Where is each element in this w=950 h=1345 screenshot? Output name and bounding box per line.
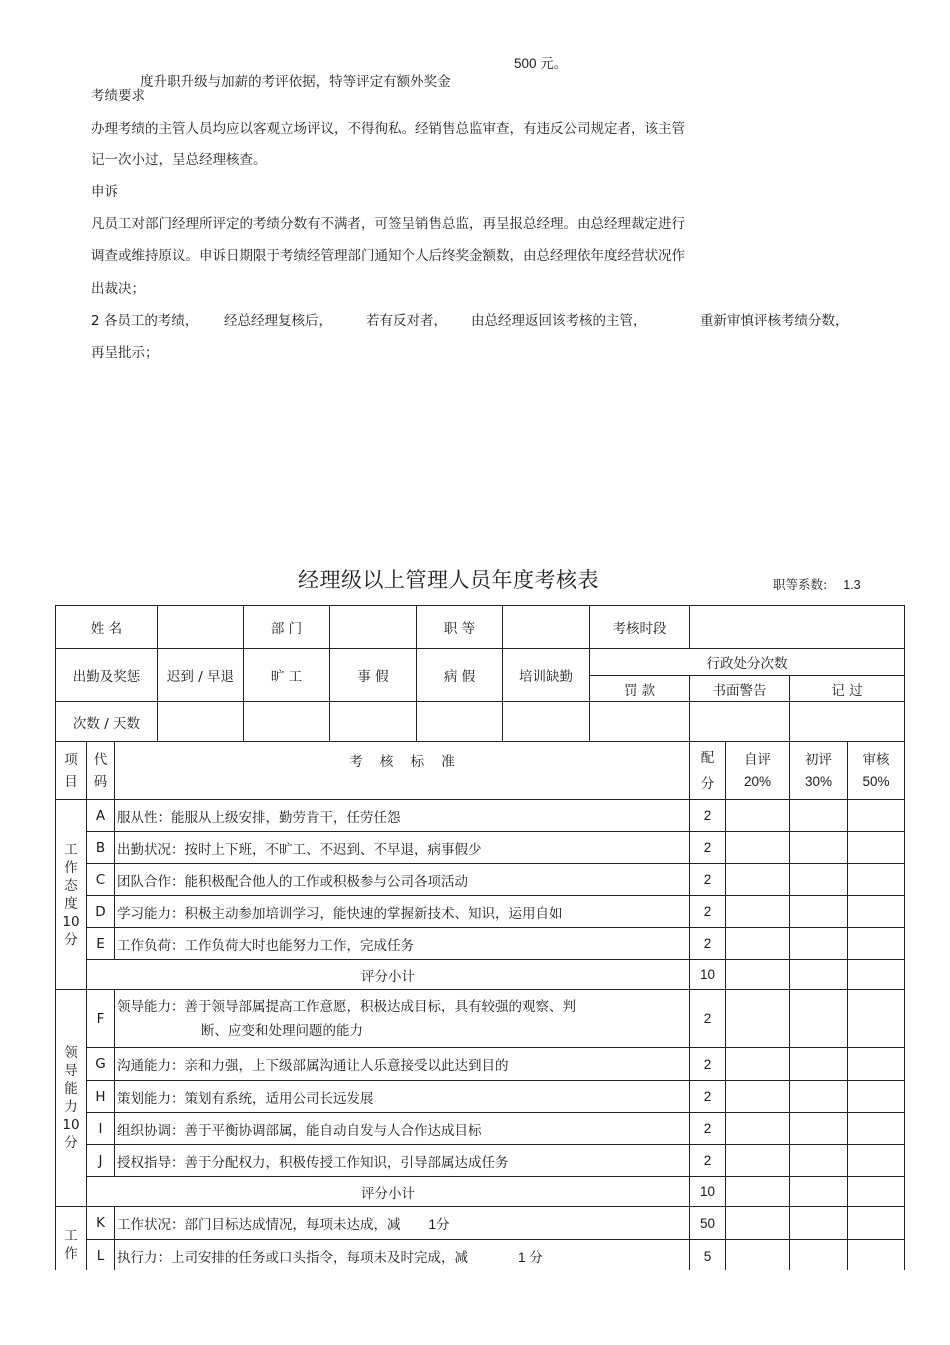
bonus-amount: 500 元。 xyxy=(514,56,568,71)
para-fragment: 若有反对者， xyxy=(366,313,447,329)
count-row xyxy=(56,702,905,742)
coef-value: 1.3 xyxy=(843,578,861,592)
input-demerit[interactable] xyxy=(790,702,905,742)
input-grade[interactable] xyxy=(503,606,590,649)
row-score: 2 xyxy=(690,800,726,832)
label-training-absence: 培训缺勤 xyxy=(503,649,590,702)
row-criteria xyxy=(115,1240,690,1271)
para-line: 凡员工对部门经理所评定的考绩分数有不满者，可签呈销售总监，再呈报总经理。由总经理裁定进行 xyxy=(91,216,685,232)
review-score-input[interactable] xyxy=(848,864,905,896)
label-demerit: 记 过 xyxy=(790,676,905,702)
self-score-input[interactable] xyxy=(726,1207,790,1240)
self-score-input[interactable] xyxy=(726,1081,790,1113)
label-personal-leave: 事 假 xyxy=(330,649,417,702)
header-review xyxy=(848,742,905,800)
label-late: 迟到 / 早退 xyxy=(158,649,244,702)
subtotal-score: 10 xyxy=(690,1177,726,1207)
first-score-input[interactable] xyxy=(790,896,848,928)
subtotal-label: 评分小计 xyxy=(87,960,690,990)
review-score-input[interactable] xyxy=(848,1048,905,1081)
label-grade: 职 等 xyxy=(417,606,503,649)
row-score: 2 xyxy=(690,864,726,896)
row-score: 2 xyxy=(690,990,726,1048)
review-score-input[interactable] xyxy=(848,928,905,960)
row-code: K xyxy=(87,1207,115,1240)
row-score: 2 xyxy=(690,832,726,864)
first-score-input[interactable] xyxy=(790,1145,848,1177)
row-criteria: 出勤状况：按时上下班，不旷工、不迟到、不早退，病事假少 xyxy=(115,832,690,864)
label-period: 考核时段 xyxy=(590,606,690,649)
para-text: 度升职升级与加薪的考评依据，特等评定有额外奖金 xyxy=(140,74,451,90)
review-score-input[interactable] xyxy=(848,990,905,1048)
input-personal[interactable] xyxy=(330,702,417,742)
para-line: 记一次小过，呈总经理核查。 xyxy=(91,152,267,168)
para-line: 办理考绩的主管人员均应以客观立场评议，不得徇私。经销售总监审查，有违反公司规定者，该主管 xyxy=(91,121,685,137)
self-subtotal-input[interactable] xyxy=(726,960,790,990)
self-score-input[interactable] xyxy=(726,1113,790,1145)
heading-requirements: 考绩要求 xyxy=(91,88,145,104)
header-first-pct: 30% xyxy=(804,773,833,789)
self-score-input[interactable] xyxy=(726,1145,790,1177)
row-criteria-line1: 领导能力：善于领导部属提高工作意愿，积极达成目标，具有较强的观察、判 xyxy=(117,998,576,1015)
row-criteria-deduction: 1 分 xyxy=(518,1250,543,1265)
label-dept: 部 门 xyxy=(244,606,330,649)
self-score-input[interactable] xyxy=(726,896,790,928)
input-warning[interactable] xyxy=(690,702,790,742)
row-score: 5 xyxy=(690,1240,726,1271)
row-code: C xyxy=(87,864,115,896)
row-criteria: 学习能力：积极主动参加培训学习，能快速的掌握新技术、知识，运用自如 xyxy=(115,896,690,928)
row-code: J xyxy=(87,1145,115,1177)
row-code: E xyxy=(87,928,115,960)
row-code: F xyxy=(87,990,115,1048)
criteria-row xyxy=(56,990,905,1048)
review-score-input[interactable] xyxy=(848,1081,905,1113)
criteria-header-row xyxy=(56,742,905,800)
review-score-input[interactable] xyxy=(848,1145,905,1177)
section-label: 工 作 xyxy=(56,1207,87,1271)
review-score-input[interactable] xyxy=(848,1207,905,1240)
self-score-input[interactable] xyxy=(726,864,790,896)
header-standard xyxy=(115,742,690,800)
first-score-input[interactable] xyxy=(790,1081,848,1113)
row-score: 2 xyxy=(690,896,726,928)
row-code: A xyxy=(87,800,115,832)
row-criteria xyxy=(115,1207,690,1240)
attendance-header-row xyxy=(56,649,905,676)
header-self-pct: 20% xyxy=(743,773,772,789)
row-code: D xyxy=(87,896,115,928)
row-score: 2 xyxy=(690,1113,726,1145)
self-subtotal-input[interactable] xyxy=(726,1177,790,1207)
self-score-input[interactable] xyxy=(726,928,790,960)
row-criteria-text: 执行力：上司安排的任务或口头指令，每项未及时完成，减 xyxy=(117,1250,468,1266)
first-score-input[interactable] xyxy=(790,800,848,832)
evaluation-table xyxy=(55,605,905,1270)
self-score-input[interactable] xyxy=(726,1240,790,1271)
header-first xyxy=(790,742,848,800)
coef-label: 职等系数: xyxy=(773,577,828,592)
criteria-row xyxy=(56,1145,905,1177)
heading-appeal: 申诉 xyxy=(91,184,118,200)
row-score: 2 xyxy=(690,1145,726,1177)
header-item: 项 目 xyxy=(56,742,87,800)
row-criteria: 策划能力：策划有系统，适用公司长远发展 xyxy=(115,1081,690,1113)
review-score-input[interactable] xyxy=(848,832,905,864)
header-review-label: 审核 xyxy=(862,751,890,768)
row-criteria xyxy=(115,990,690,1048)
subtotal-row xyxy=(56,1177,905,1207)
first-score-input[interactable] xyxy=(790,1048,848,1081)
header-first-label: 初评 xyxy=(805,751,832,768)
input-fine[interactable] xyxy=(590,702,690,742)
label-sick-leave: 病 假 xyxy=(417,649,503,702)
para-line-1 xyxy=(123,55,451,109)
row-code: B xyxy=(87,832,115,864)
section-label: 工 作 态 度 10 分 xyxy=(56,800,87,990)
header-review-pct: 50% xyxy=(862,773,890,789)
label-name: 姓 名 xyxy=(56,606,158,649)
review-score-input[interactable] xyxy=(848,800,905,832)
header-self xyxy=(726,742,790,800)
criteria-row xyxy=(56,800,905,832)
review-score-input[interactable] xyxy=(848,1240,905,1271)
first-score-input[interactable] xyxy=(790,832,848,864)
criteria-row xyxy=(56,832,905,864)
para-line: 调查或维持原议。申诉日期限于考绩经管理部门通知个人后终奖金额数，由总经理依年度经营状况作 xyxy=(91,248,685,264)
para-fragment: 重新审慎评核考绩分数， xyxy=(700,313,849,329)
criteria-row xyxy=(56,1240,905,1271)
input-period[interactable] xyxy=(690,606,905,649)
first-score-input[interactable] xyxy=(790,1240,848,1271)
criteria-row xyxy=(56,1048,905,1081)
row-code: L xyxy=(87,1240,115,1271)
label-admin-penalty: 行政处分次数 xyxy=(590,649,905,676)
first-score-input[interactable] xyxy=(790,1113,848,1145)
header-self-label: 自评 xyxy=(744,751,771,768)
label-absent: 旷 工 xyxy=(244,649,330,702)
row-criteria: 沟通能力：亲和力强，上下级部属沟通让人乐意接受以此达到目的 xyxy=(115,1048,690,1081)
criteria-row xyxy=(56,896,905,928)
row-score: 2 xyxy=(690,1048,726,1081)
para-line: 再呈批示； xyxy=(91,345,159,361)
subtotal-label: 评分小计 xyxy=(87,1177,690,1207)
header-score: 配 分 xyxy=(690,742,726,800)
row-code: I xyxy=(87,1113,115,1145)
criteria-row xyxy=(56,1207,905,1240)
row-score: 50 xyxy=(690,1207,726,1240)
grade-coefficient xyxy=(773,575,861,593)
row-score: 2 xyxy=(690,1081,726,1113)
first-subtotal-input[interactable] xyxy=(790,960,848,990)
self-score-input[interactable] xyxy=(726,1048,790,1081)
label-count-days: 次数 / 天数 xyxy=(56,702,158,742)
criteria-row xyxy=(56,928,905,960)
review-subtotal-input[interactable] xyxy=(848,1177,905,1207)
input-name[interactable] xyxy=(158,606,244,649)
row-criteria: 团队合作：能积极配合他人的工作或积极参与公司各项活动 xyxy=(115,864,690,896)
form-title: 经理级以上管理人员年度考核表 xyxy=(298,568,599,592)
label-warning: 书面警告 xyxy=(690,676,790,702)
row-criteria-deduction: 1分 xyxy=(428,1217,450,1232)
self-score-input[interactable] xyxy=(726,832,790,864)
row-criteria-text: 工作状况：部门目标达成情况，每项未达成，减 xyxy=(117,1217,401,1233)
criteria-row xyxy=(56,1113,905,1145)
self-score-input[interactable] xyxy=(726,800,790,832)
review-subtotal-input[interactable] xyxy=(848,960,905,990)
self-score-input[interactable] xyxy=(726,990,790,1048)
first-score-input[interactable] xyxy=(790,864,848,896)
para-line: 出裁决； xyxy=(91,281,145,297)
first-score-input[interactable] xyxy=(790,928,848,960)
label-fine: 罚 款 xyxy=(590,676,690,702)
label-attendance: 出勤及奖惩 xyxy=(56,649,158,702)
row-criteria: 服从性：能服从上级安排，勤劳肯干，任劳任怨 xyxy=(115,800,690,832)
first-score-input[interactable] xyxy=(790,990,848,1048)
review-score-input[interactable] xyxy=(848,1113,905,1145)
criteria-row xyxy=(56,1081,905,1113)
input-late[interactable] xyxy=(158,702,244,742)
subtotal-score: 10 xyxy=(690,960,726,990)
row-criteria: 工作负荷：工作负荷大时也能努力工作，完成任务 xyxy=(115,928,690,960)
row-code: G xyxy=(87,1048,115,1081)
review-score-input[interactable] xyxy=(848,896,905,928)
row-criteria: 授权指导：善于分配权力，积极传授工作知识，引导部属达成任务 xyxy=(115,1145,690,1177)
input-absent[interactable] xyxy=(244,702,330,742)
para-fragment: 经总经理复核后， xyxy=(224,313,332,329)
para-fragment: 由总经理返回该考核的主管， xyxy=(471,313,647,329)
first-score-input[interactable] xyxy=(790,1207,848,1240)
first-subtotal-input[interactable] xyxy=(790,1177,848,1207)
header-code: 代 码 xyxy=(87,742,115,800)
subtotal-row xyxy=(56,960,905,990)
row-code: H xyxy=(87,1081,115,1113)
row-criteria: 组织协调：善于平衡协调部属，能自动自发与人合作达成目标 xyxy=(115,1113,690,1145)
input-dept[interactable] xyxy=(330,606,417,649)
header-standard-text: 考 核 标 准 xyxy=(349,754,455,770)
input-sick[interactable] xyxy=(417,702,503,742)
row-criteria-line2: 断、应变和处理问题的能力 xyxy=(201,1022,363,1039)
input-training[interactable] xyxy=(503,702,590,742)
section-label: 领 导 能 力 10 分 xyxy=(56,990,87,1207)
para-fragment: 2 各员工的考绩， xyxy=(91,313,199,329)
criteria-row xyxy=(56,864,905,896)
info-row xyxy=(56,606,905,649)
row-score: 2 xyxy=(690,928,726,960)
